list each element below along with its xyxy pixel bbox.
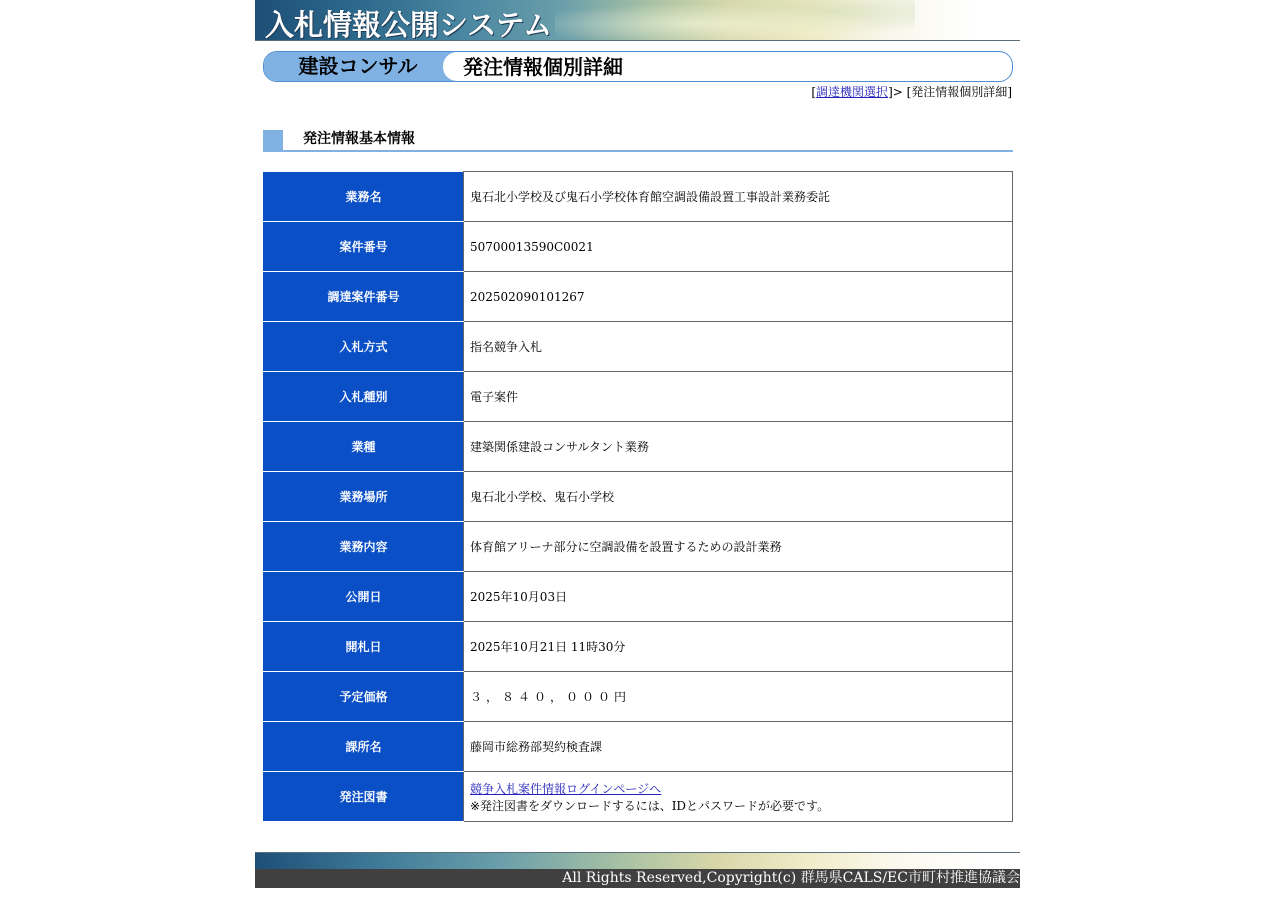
category-label: 建設コンサル [298, 54, 418, 78]
breadcrumb [811, 83, 1012, 100]
breadcrumb-separator: ]> [ [888, 85, 912, 99]
row-value-publish-date: 2025年10月03日 [464, 572, 1013, 622]
table-row [264, 622, 1013, 672]
row-value-business-name: 鬼石北小学校及び鬼石小学校体育館空調設備設置工事設計業務委託 [464, 172, 1013, 222]
breadcrumb-current: 発注情報個別詳細 [911, 85, 1008, 99]
documents-login-link[interactable]: 競争入札案件情報ログインページへ [470, 781, 662, 796]
table-row [264, 672, 1013, 722]
row-label-procurement-number: 調達案件番号 [264, 272, 464, 322]
section-title: 発注情報基本情報 [303, 131, 415, 147]
table-row [264, 572, 1013, 622]
row-value-bid-type: 電子案件 [464, 372, 1013, 422]
table-row [264, 722, 1013, 772]
footer-copyright: All Rights Reserved,Copyright(c) 群馬県CALS/EC市町村推進協議会 [255, 869, 1020, 888]
table-row [264, 222, 1013, 272]
table-row [264, 322, 1013, 372]
table-row [264, 272, 1013, 322]
row-label-content: 業務内容 [264, 522, 464, 572]
breadcrumb-close: ] [1007, 85, 1012, 99]
footer-banner [255, 852, 1020, 869]
row-label-department: 課所名 [264, 722, 464, 772]
system-title: 入札情報公開システム [265, 8, 553, 41]
row-value-bid-method: 指名競争入札 [464, 322, 1013, 372]
row-value-procurement-number: 202502090101267 [464, 272, 1013, 322]
row-label-documents: 発注図書 [264, 772, 464, 822]
row-value-case-number: 50700013590C0021 [464, 222, 1013, 272]
page-container [255, 0, 1020, 886]
footer [255, 852, 1020, 887]
table-row [264, 472, 1013, 522]
row-value-opening-date: 2025年10月21日 11時30分 [464, 622, 1013, 672]
table-row [264, 372, 1013, 422]
row-value-planned-price: ３，８４０，０００円 [464, 672, 1013, 722]
table-row [264, 172, 1013, 222]
row-label-business-name: 業務名 [264, 172, 464, 222]
row-label-location: 業務場所 [264, 472, 464, 522]
table-row [264, 772, 1013, 822]
row-value-location: 鬼石北小学校、鬼石小学校 [464, 472, 1013, 522]
row-label-bid-method: 入札方式 [264, 322, 464, 372]
row-value-content: 体育館アリーナ部分に空調設備を設置するための設計業務 [464, 522, 1013, 572]
section-heading [263, 130, 1013, 152]
table-row [264, 422, 1013, 472]
row-label-industry: 業種 [264, 422, 464, 472]
breadcrumb-link-agency-select[interactable]: 調達機関選択 [816, 85, 889, 99]
header-banner [255, 0, 1020, 41]
row-value-department: 藤岡市総務部契約検査課 [464, 722, 1013, 772]
details-table [263, 171, 1013, 822]
page-title: 発注情報個別詳細 [463, 55, 623, 79]
row-label-bid-type: 入札種別 [264, 372, 464, 422]
row-label-publish-date: 公開日 [264, 572, 464, 622]
row-label-opening-date: 開札日 [264, 622, 464, 672]
documents-note: ※発注図書をダウンロードするには、IDとパスワードが必要です。 [470, 798, 830, 813]
title-bar [263, 51, 1013, 82]
row-value-industry: 建築関係建設コンサルタント業務 [464, 422, 1013, 472]
row-label-case-number: 案件番号 [264, 222, 464, 272]
row-label-planned-price: 予定価格 [264, 672, 464, 722]
section-marker [263, 130, 283, 150]
table-row [264, 522, 1013, 572]
row-value-documents [464, 772, 1013, 822]
breadcrumb-open: [ [811, 85, 817, 99]
